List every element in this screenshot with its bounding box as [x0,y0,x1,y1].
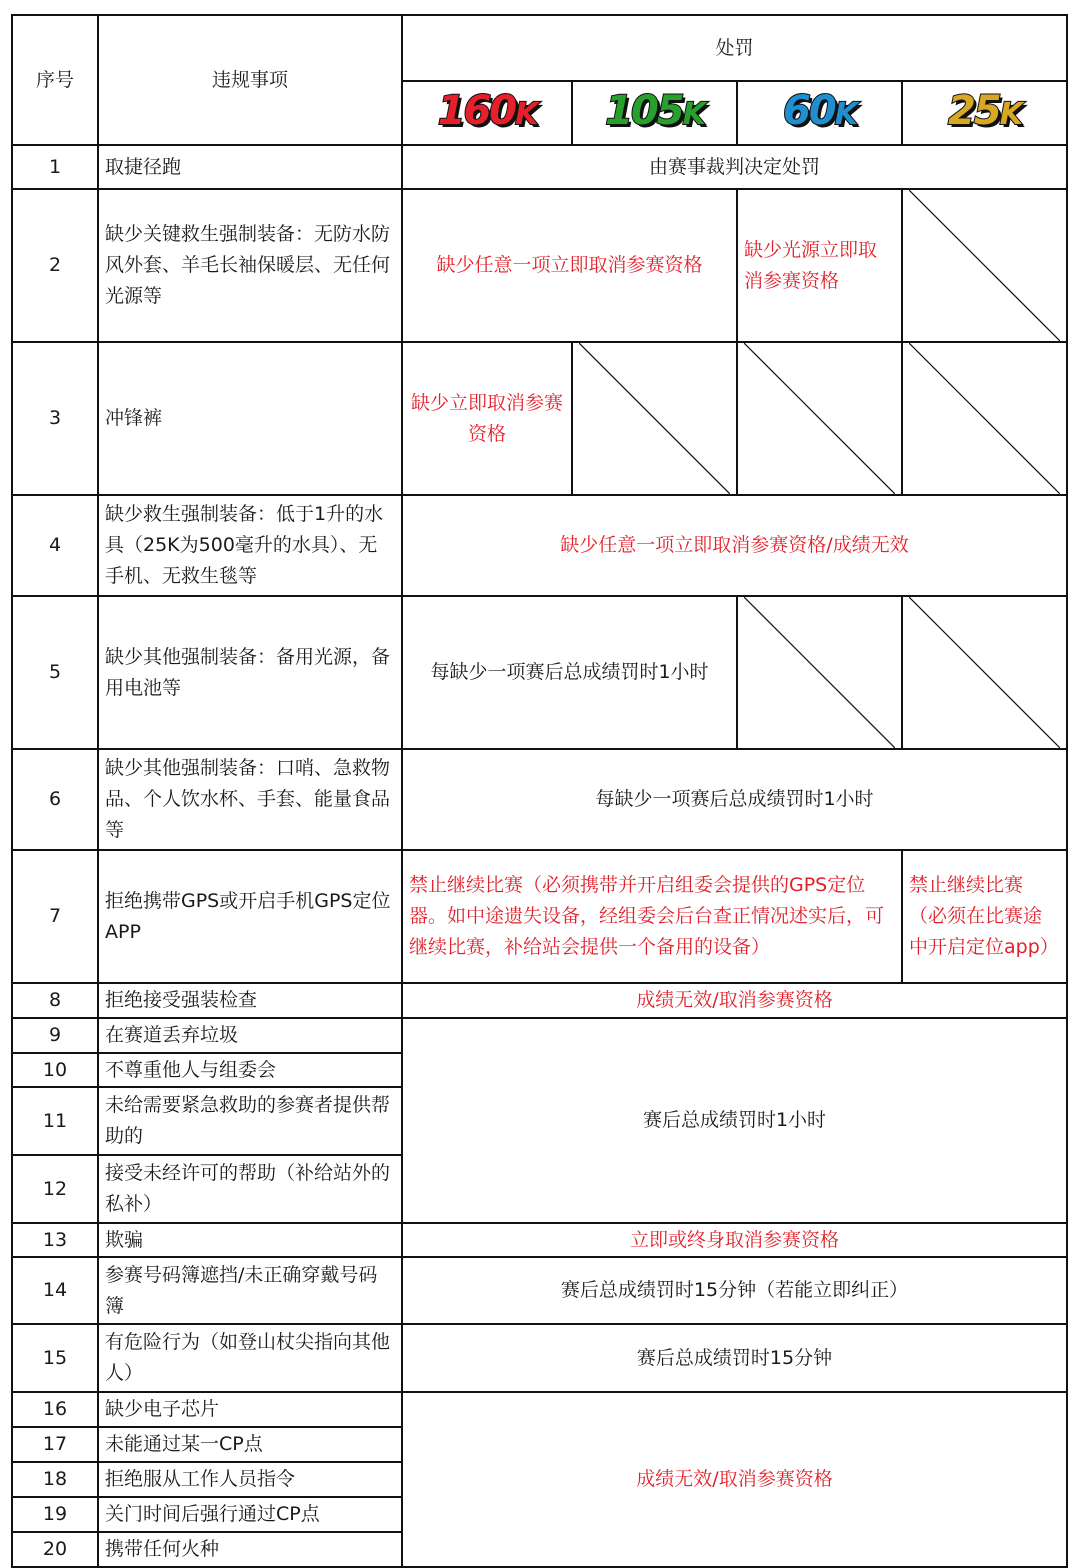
row-penalty: 立即或终身取消参赛资格 [402,1223,1067,1257]
row-violation: 拒绝携带GPS或开启手机GPS定位APP [98,850,402,983]
row-violation: 在赛道丢弃垃圾 [98,1018,402,1053]
row-penalty: 成绩无效/取消参赛资格 [402,983,1067,1018]
row-violation: 关门时间后强行通过CP点 [98,1497,402,1532]
row-penalty: 每缺少一项赛后总成绩罚时1小时 [402,749,1067,850]
row-number: 8 [12,983,98,1018]
row-penalty-160: 缺少立即取消参赛资格 [402,342,572,495]
row-number: 20 [12,1532,98,1567]
row-number: 14 [12,1257,98,1324]
row-number: 13 [12,1223,98,1257]
row-number: 10 [12,1053,98,1087]
race-60k-number: 60 [783,88,835,134]
race-25k-k: K [999,97,1021,132]
row-number: 9 [12,1018,98,1053]
row-violation: 缺少救生强制装备：低于1升的水具（25K为500毫升的水具）、无手机、无救生毯等 [98,495,402,596]
diagonal-slash-icon [909,343,1060,494]
race-60k-k: K [834,97,856,132]
not-applicable-cell [572,342,737,495]
race-160k-k: K [515,97,537,132]
header-index: 序号 [12,15,98,145]
row-penalty-160-105: 每缺少一项赛后总成绩罚时1小时 [402,596,737,749]
header-violation: 违规事项 [98,15,402,145]
row-violation: 缺少其他强制装备：口哨、急救物品、个人饮水杯、手套、能量食品等 [98,749,402,850]
row-penalty: 赛后总成绩罚时15分钟 [402,1324,1067,1392]
race-25k-number: 25 [948,88,1000,134]
row-violation: 缺少关键救生强制装备：无防水防风外套、羊毛长袖保暖层、无任何光源等 [98,189,402,342]
not-applicable-cell [737,596,902,749]
row-penalty-160-105: 缺少任意一项立即取消参赛资格 [402,189,737,342]
row-violation: 冲锋裤 [98,342,402,495]
row-number: 16 [12,1392,98,1427]
header-penalty: 处罚 [402,15,1067,81]
race-badge-160k [402,81,572,145]
group-penalty-16-20: 成绩无效/取消参赛资格 [402,1392,1067,1567]
diagonal-slash-icon [744,597,895,748]
table-row [12,850,1067,983]
row-number: 3 [12,342,98,495]
race-160k-number: 160 [437,88,516,134]
table-row [12,1018,1067,1053]
race-badge-25k [902,81,1067,145]
row-number: 2 [12,189,98,342]
row-penalty: 赛后总成绩罚时15分钟（若能立即纠正） [402,1257,1067,1324]
row-number: 15 [12,1324,98,1392]
row-violation: 接受未经许可的帮助（补给站外的私补） [98,1155,402,1223]
table-row [12,749,1067,850]
row-penalty-60: 缺少光源立即取消参赛资格 [737,189,902,342]
table-row [12,983,1067,1018]
diagonal-slash-icon [909,597,1060,748]
race-105k-k: K [682,97,704,132]
race-160k-logo [438,88,537,138]
table-row [12,342,1067,495]
not-applicable-cell [902,189,1067,342]
row-penalty: 由赛事裁判决定处罚 [402,145,1067,189]
table-row [12,1324,1067,1392]
row-number: 4 [12,495,98,596]
table-row [12,495,1067,596]
row-number: 12 [12,1155,98,1223]
row-number: 7 [12,850,98,983]
penalty-table [11,14,1068,1568]
race-25k-logo [948,88,1021,138]
row-violation: 有危险行为（如登山杖尖指向其他人） [98,1324,402,1392]
row-number: 5 [12,596,98,749]
row-violation: 拒绝服从工作人员指令 [98,1462,402,1497]
table-row [12,189,1067,342]
race-105k-number: 105 [605,88,683,134]
race-60k-logo [783,88,856,138]
row-number: 19 [12,1497,98,1532]
table-row [12,145,1067,189]
row-violation: 未能通过某一CP点 [98,1427,402,1462]
row-penalty-25: 禁止继续比赛（必须在比赛途中开启定位app） [902,850,1067,983]
not-applicable-cell [737,342,902,495]
race-badge-105k [572,81,737,145]
row-violation: 取捷径跑 [98,145,402,189]
row-number: 11 [12,1087,98,1155]
row-number: 18 [12,1462,98,1497]
race-badge-60k [737,81,902,145]
table-row [12,1392,1067,1427]
row-violation: 携带任何火种 [98,1532,402,1567]
diagonal-slash-icon [579,343,730,494]
row-penalty: 缺少任意一项立即取消参赛资格/成绩无效 [402,495,1067,596]
diagonal-slash-icon [909,190,1060,341]
row-penalty-160-60: 禁止继续比赛（必须携带并开启组委会提供的GPS定位器。如中途遗失设备，经组委会后台查正情况述实后，可继续比赛，补给站会提供一个备用的设备） [402,850,902,983]
not-applicable-cell [902,596,1067,749]
row-violation: 欺骗 [98,1223,402,1257]
row-number: 1 [12,145,98,189]
row-violation: 缺少电子芯片 [98,1392,402,1427]
diagonal-slash-icon [744,343,895,494]
row-violation: 缺少其他强制装备：备用光源，备用电池等 [98,596,402,749]
table-row [12,596,1067,749]
row-violation: 拒绝接受强装检查 [98,983,402,1018]
group-penalty-9-12: 赛后总成绩罚时1小时 [402,1018,1067,1223]
row-violation: 参赛号码簿遮挡/未正确穿戴号码簿 [98,1257,402,1324]
table-row [12,1223,1067,1257]
table-row [12,1257,1067,1324]
row-number: 6 [12,749,98,850]
row-violation: 未给需要紧急救助的参赛者提供帮助的 [98,1087,402,1155]
race-105k-logo [605,88,704,138]
row-violation: 不尊重他人与组委会 [98,1053,402,1087]
not-applicable-cell [902,342,1067,495]
row-number: 17 [12,1427,98,1462]
